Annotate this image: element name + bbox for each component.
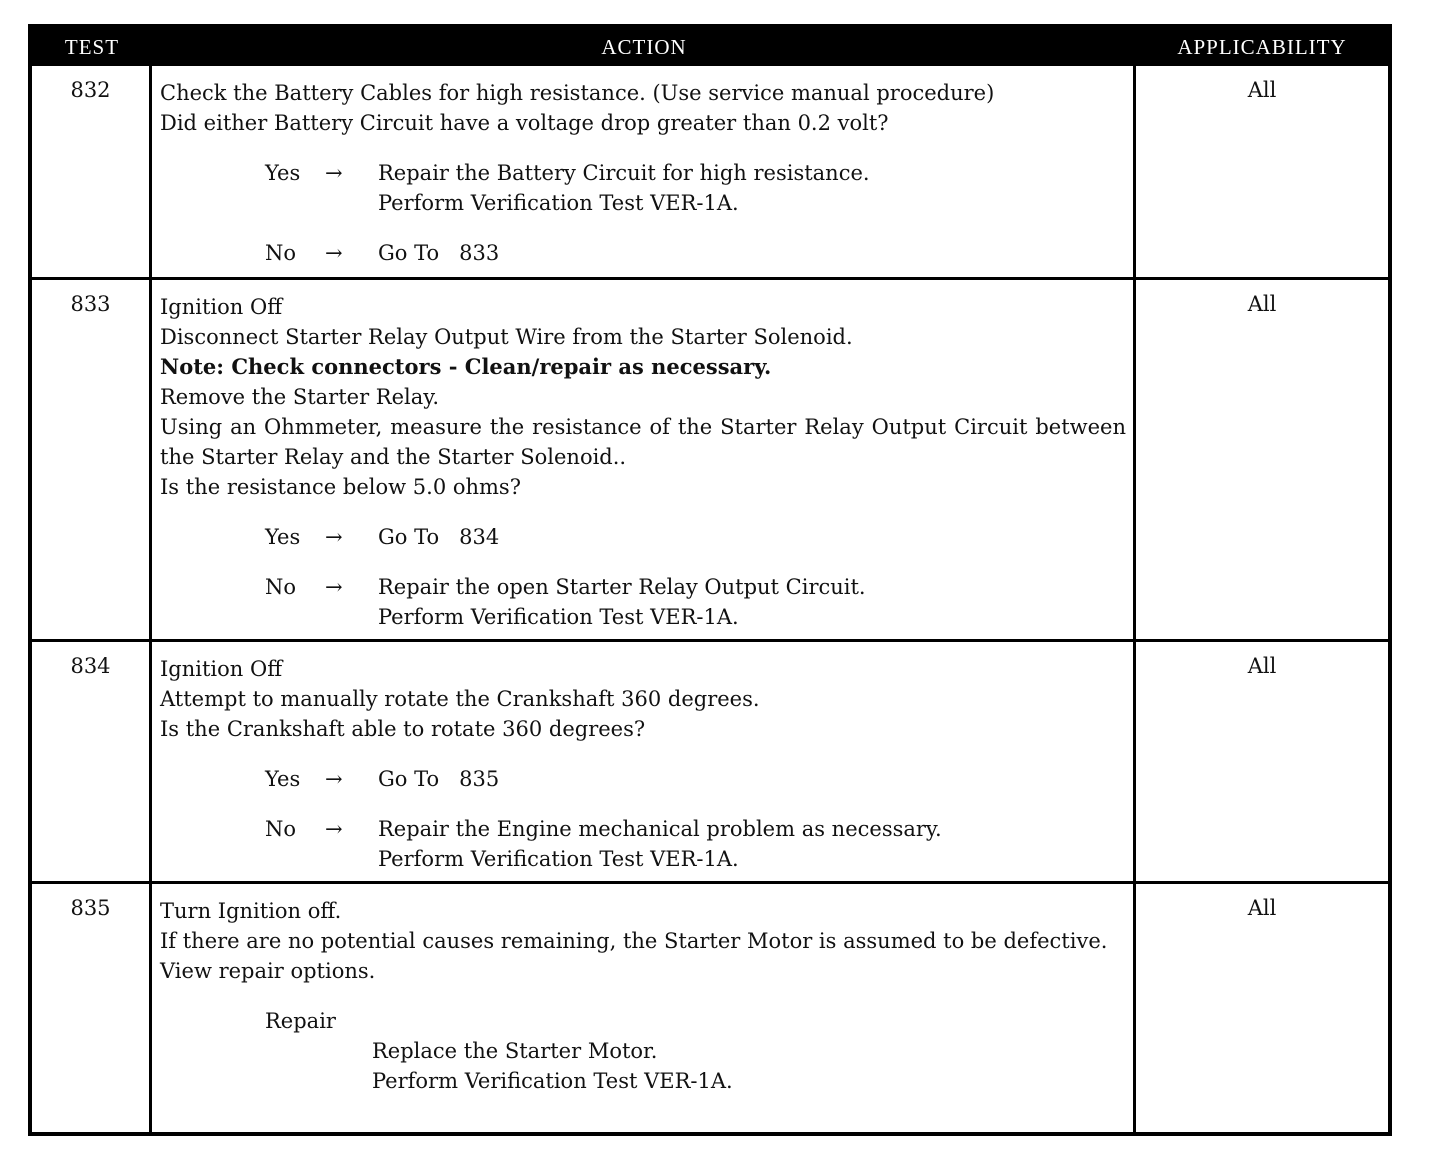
no-result xyxy=(378,238,1126,268)
yes-branch xyxy=(265,764,1126,794)
table-row xyxy=(32,639,1388,881)
table-header xyxy=(32,28,1388,66)
repair-line: Perform Verification Test VER-1A. xyxy=(372,1069,733,1093)
result-line: Go To 835 xyxy=(378,767,500,791)
action-line: Ignition Off xyxy=(160,295,283,319)
action-line: Is the Crankshaft able to rotate 360 degrees? xyxy=(160,717,646,741)
note-line: Note: Check connectors - Clean/repair as necessary. xyxy=(160,354,772,379)
action-line: Using an Ohmmeter, measure the resistance of the Starter Relay Output Circuit between the Starter Relay and the Starter Solenoid.. xyxy=(160,415,1126,469)
test-number: 832 xyxy=(32,66,152,277)
no-label: No xyxy=(265,817,297,841)
action-line: Disconnect Starter Relay Output Wire from the Starter Solenoid. xyxy=(160,325,853,349)
header-action: ACTION xyxy=(601,34,687,59)
action-cell xyxy=(152,280,1136,639)
action-line: Did either Battery Circuit have a voltage drop greater than 0.2 volt? xyxy=(160,111,889,135)
arrow-icon: → xyxy=(325,241,343,265)
applicability-value: All xyxy=(1247,292,1277,316)
applicability-value: All xyxy=(1247,896,1277,920)
yes-branch xyxy=(265,522,1126,552)
arrow-icon: → xyxy=(325,767,343,791)
yes-result xyxy=(378,522,1126,552)
result-line: Go To 834 xyxy=(378,525,500,549)
arrow-icon: → xyxy=(325,525,343,549)
no-branch xyxy=(265,572,1126,632)
result-line: Perform Verification Test VER-1A. xyxy=(378,605,739,629)
applicability-value: All xyxy=(1247,78,1277,102)
yes-label: Yes xyxy=(265,525,301,549)
action-cell xyxy=(152,642,1136,881)
yes-label: Yes xyxy=(265,161,301,185)
yes-label: Yes xyxy=(265,767,301,791)
no-label: No xyxy=(265,575,297,599)
result-line: Repair the Engine mechanical problem as necessary. xyxy=(378,817,942,841)
yes-branch xyxy=(265,158,1126,218)
action-cell xyxy=(152,66,1136,277)
arrow-icon: → xyxy=(325,161,343,185)
applicability-value: All xyxy=(1247,654,1277,678)
result-line: Go To 833 xyxy=(378,241,500,265)
no-result xyxy=(378,572,1126,632)
action-line: Ignition Off xyxy=(160,657,283,681)
action-line: Is the resistance below 5.0 ohms? xyxy=(160,475,521,499)
result-line: Perform Verification Test VER-1A. xyxy=(378,847,739,871)
no-branch xyxy=(265,814,1126,874)
action-line: Attempt to manually rotate the Crankshaft 360 degrees. xyxy=(160,687,760,711)
result-line: Repair the open Starter Relay Output Circuit. xyxy=(378,575,866,599)
arrow-icon: → xyxy=(325,817,343,841)
action-line: Remove the Starter Relay. xyxy=(160,385,440,409)
action-line: View repair options. xyxy=(160,959,376,983)
repair-label: Repair xyxy=(265,1009,336,1033)
test-number: 835 xyxy=(32,884,152,1132)
action-line: Turn Ignition off. xyxy=(160,899,342,923)
test-number: 834 xyxy=(32,642,152,881)
no-label: No xyxy=(265,241,297,265)
header-test: TEST xyxy=(64,34,120,59)
table-row xyxy=(32,881,1388,1132)
action-cell xyxy=(152,884,1136,1132)
result-line: Perform Verification Test VER-1A. xyxy=(378,191,739,215)
yes-result xyxy=(378,764,1126,794)
yes-result xyxy=(378,158,1126,218)
result-line: Repair the Battery Circuit for high resistance. xyxy=(378,161,870,185)
no-result xyxy=(378,814,1126,874)
repair-options xyxy=(372,1036,1126,1096)
diagnostic-table xyxy=(28,24,1392,1136)
table-row xyxy=(32,66,1388,277)
table-row xyxy=(32,277,1388,639)
no-branch xyxy=(265,238,1126,268)
header-applicability: APPLICABILITY xyxy=(1177,34,1347,59)
action-line: Check the Battery Cables for high resistance. (Use service manual procedure) xyxy=(160,81,995,105)
action-line: If there are no potential causes remaining, the Starter Motor is assumed to be defective. xyxy=(160,929,1108,953)
test-number: 833 xyxy=(32,280,152,639)
repair-line: Replace the Starter Motor. xyxy=(372,1039,658,1063)
arrow-icon: → xyxy=(325,575,343,599)
